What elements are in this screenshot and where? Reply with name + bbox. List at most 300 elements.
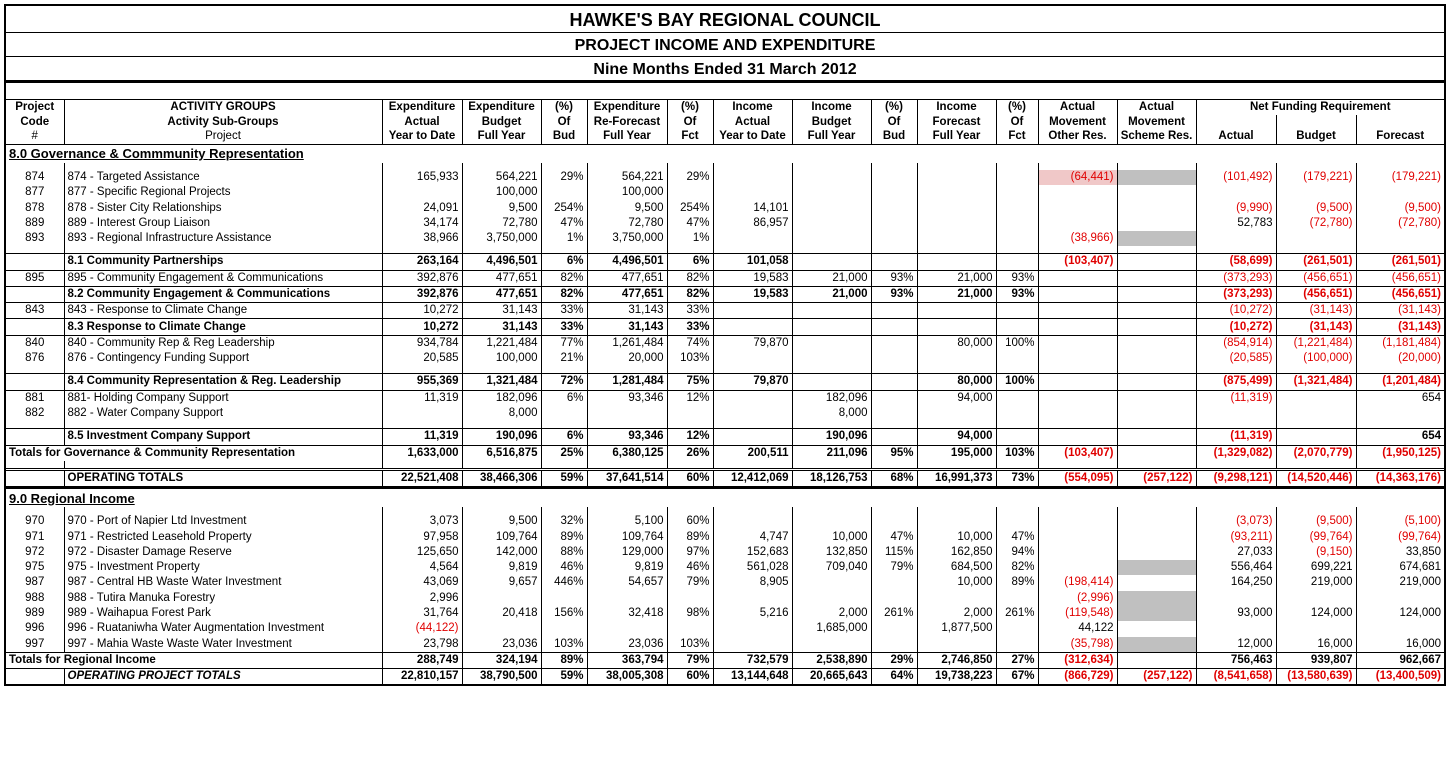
value-cell: 756,463 [1196, 652, 1276, 668]
value-cell: 2,000 [792, 606, 871, 621]
value-cell: 109,764 [462, 529, 541, 544]
project-code: 840 [25, 336, 45, 349]
value-cell [792, 575, 871, 590]
value-cell: (99,764) [1356, 529, 1444, 544]
value-cell: 2,996 [382, 591, 462, 606]
value-cell [1276, 429, 1356, 445]
project-code: 997 [25, 637, 45, 650]
header-cell: Expenditure [462, 100, 541, 115]
value-cell [382, 185, 462, 200]
value-cell: 100% [996, 335, 1038, 351]
data-table [6, 100, 1444, 684]
value-cell [1117, 231, 1196, 246]
project-code: 893 [25, 232, 45, 245]
value-cell [996, 319, 1038, 335]
subtotal-row [6, 286, 1444, 302]
value-cell [871, 621, 917, 636]
value-cell [871, 216, 917, 231]
value-cell [713, 591, 792, 606]
value-cell: 19,738,223 [917, 669, 996, 685]
value-cell: 93,346 [587, 429, 667, 445]
value-cell: 26% [667, 445, 713, 461]
value-cell: 25% [541, 445, 587, 461]
value-cell [996, 390, 1038, 406]
value-cell [1196, 406, 1276, 421]
value-cell [871, 231, 917, 246]
project-code: 881 [25, 391, 45, 404]
value-cell: 64% [871, 669, 917, 685]
value-cell [792, 231, 871, 246]
value-cell [792, 216, 871, 231]
value-cell [1038, 216, 1117, 231]
value-cell: 125,650 [382, 545, 462, 560]
value-cell: 152,683 [713, 545, 792, 560]
header-net-funding: Net Funding Requirement [1196, 100, 1444, 115]
header-cell: (%) [667, 100, 713, 115]
activity-name: 882 - Water Company Support [64, 406, 382, 421]
value-cell: 6,380,125 [587, 445, 667, 461]
value-cell: 73% [996, 469, 1038, 487]
value-cell: (13,580,639) [1276, 669, 1356, 685]
value-cell: 33% [667, 303, 713, 319]
value-cell: 89% [996, 575, 1038, 590]
value-cell: 33,850 [1356, 545, 1444, 560]
value-cell: 94,000 [917, 390, 996, 406]
value-cell [1117, 637, 1196, 653]
title-text: HAWKE'S BAY REGIONAL COUNCIL [569, 10, 881, 30]
header-cell: Of [871, 115, 917, 130]
project-code [6, 429, 64, 445]
value-cell [667, 591, 713, 606]
value-cell [792, 637, 871, 653]
value-cell: 20,000 [587, 351, 667, 366]
activity-name: 893 - Regional Infrastructure Assistance [64, 231, 382, 246]
value-cell: 93,346 [587, 390, 667, 406]
value-cell [792, 170, 871, 185]
subtitle-text: PROJECT INCOME AND EXPENDITURE [574, 37, 876, 54]
value-cell [996, 621, 1038, 636]
value-cell: (373,293) [1196, 286, 1276, 302]
value-cell [1038, 514, 1117, 529]
value-cell [1038, 429, 1117, 445]
value-cell: 654 [1356, 390, 1444, 406]
project-code: 874 [25, 170, 45, 183]
value-cell [1117, 514, 1196, 529]
activity-name: 843 - Response to Climate Change [64, 303, 382, 319]
value-cell: (11,319) [1196, 429, 1276, 445]
value-cell: 195,000 [917, 445, 996, 461]
value-cell: (2,996) [1038, 591, 1117, 606]
value-cell [871, 514, 917, 529]
value-cell: 11,319 [382, 390, 462, 406]
header-cell [1356, 115, 1444, 130]
value-cell [1038, 303, 1117, 319]
value-cell: 60% [667, 669, 713, 685]
value-cell: (103,407) [1038, 445, 1117, 461]
value-cell: 82% [667, 270, 713, 286]
header-cell: Expenditure [382, 100, 462, 115]
value-cell [917, 303, 996, 319]
total-row [6, 669, 1444, 685]
value-cell: 261% [996, 606, 1038, 621]
value-cell: (1,181,484) [1356, 335, 1444, 351]
value-cell [792, 351, 871, 366]
activity-name: 877 - Specific Regional Projects [64, 185, 382, 200]
report-subtitle [6, 33, 1444, 57]
value-cell: 11,319 [382, 429, 462, 445]
activity-name: 895 - Community Engagement & Communications [64, 270, 382, 286]
value-cell: (9,500) [1276, 200, 1356, 215]
value-cell: 934,784 [382, 335, 462, 351]
header-cell: Year to Date [713, 129, 792, 144]
section-title: 9.0 Regional Income [6, 488, 1444, 508]
value-cell: 162,850 [917, 545, 996, 560]
value-cell: 16,000 [1356, 637, 1444, 653]
value-cell: 16,000 [1276, 637, 1356, 653]
value-cell: 46% [667, 560, 713, 575]
header-cell: Activity Sub-Groups [64, 115, 382, 130]
value-cell [996, 254, 1038, 270]
value-cell [1117, 200, 1196, 215]
header-cell: (%) [541, 100, 587, 115]
value-cell: (3,073) [1196, 514, 1276, 529]
value-cell [1117, 286, 1196, 302]
value-cell [871, 319, 917, 335]
value-cell [713, 303, 792, 319]
value-cell: (1,221,484) [1276, 335, 1356, 351]
value-cell [713, 637, 792, 653]
value-cell [713, 390, 792, 406]
value-cell: 82% [541, 286, 587, 302]
value-cell: 38,966 [382, 231, 462, 246]
project-code: 882 [25, 407, 45, 420]
value-cell: 29% [541, 170, 587, 185]
value-cell [917, 319, 996, 335]
value-cell: (9,298,121) [1196, 469, 1276, 487]
value-cell: 477,651 [587, 270, 667, 286]
spreadsheet [4, 4, 1446, 686]
value-cell: 254% [541, 200, 587, 215]
value-cell: 363,794 [587, 652, 667, 668]
value-cell: 6% [667, 254, 713, 270]
value-cell: (93,211) [1196, 529, 1276, 544]
value-cell: 1,221,484 [462, 335, 541, 351]
value-cell: 27% [996, 652, 1038, 668]
value-cell: 3,750,000 [462, 231, 541, 246]
activity-name: 881- Holding Company Support [64, 390, 382, 406]
value-cell [1038, 185, 1117, 200]
value-cell: 1,261,484 [587, 335, 667, 351]
value-cell [1276, 621, 1356, 636]
value-cell [917, 514, 996, 529]
value-cell [1276, 591, 1356, 606]
value-cell: 9,657 [462, 575, 541, 590]
header-cell: Of [996, 115, 1038, 130]
value-cell: 477,651 [462, 270, 541, 286]
value-cell: 6% [541, 254, 587, 270]
value-cell: 8,905 [713, 575, 792, 590]
value-cell: 100,000 [587, 185, 667, 200]
value-cell: 14,101 [713, 200, 792, 215]
project-code: 988 [25, 591, 45, 604]
header-cell: Movement [1117, 115, 1196, 130]
project-code: 877 [25, 186, 45, 199]
value-cell: 31,143 [462, 319, 541, 335]
value-cell: 1,877,500 [917, 621, 996, 636]
value-cell: 654 [1356, 429, 1444, 445]
header-cell: Full Year [462, 129, 541, 144]
value-cell [541, 406, 587, 421]
table-row [6, 621, 1444, 636]
value-cell: 93% [871, 286, 917, 302]
header-cell: Forecast [917, 115, 996, 130]
value-cell: 79,870 [713, 374, 792, 390]
value-cell: 100,000 [462, 185, 541, 200]
table-row [6, 529, 1444, 544]
table-row [6, 231, 1444, 246]
table-row [6, 390, 1444, 406]
value-cell: 98% [667, 606, 713, 621]
value-cell: 79% [871, 560, 917, 575]
value-cell [1117, 560, 1196, 575]
value-cell: (312,634) [1038, 652, 1117, 668]
header-cell: (%) [996, 100, 1038, 115]
project-code [6, 254, 64, 270]
value-cell [1117, 185, 1196, 200]
value-cell: (10,272) [1196, 319, 1276, 335]
value-cell [917, 170, 996, 185]
value-cell [587, 406, 667, 421]
value-cell [996, 185, 1038, 200]
value-cell [792, 374, 871, 390]
value-cell: 33% [667, 319, 713, 335]
value-cell [1356, 231, 1444, 246]
value-cell: 446% [541, 575, 587, 590]
value-cell [792, 254, 871, 270]
value-cell: 100,000 [462, 351, 541, 366]
project-code: 895 [25, 271, 45, 284]
value-cell: 34,174 [382, 216, 462, 231]
value-cell [917, 231, 996, 246]
value-cell [541, 621, 587, 636]
header-cell: Of [667, 115, 713, 130]
value-cell: 124,000 [1356, 606, 1444, 621]
value-cell [871, 575, 917, 590]
value-cell [1356, 406, 1444, 421]
value-cell: 477,651 [587, 286, 667, 302]
value-cell: 2,000 [917, 606, 996, 621]
value-cell [1117, 406, 1196, 421]
value-cell: 82% [667, 286, 713, 302]
value-cell [1117, 575, 1196, 590]
activity-name: 988 - Tutira Manuka Forestry [64, 591, 382, 606]
table-row [6, 406, 1444, 421]
value-cell [917, 185, 996, 200]
value-cell [1117, 254, 1196, 270]
value-cell [1038, 319, 1117, 335]
table-row [6, 545, 1444, 560]
header-cell: Budget [792, 115, 871, 130]
value-cell: (257,122) [1117, 669, 1196, 685]
value-cell: 72,780 [462, 216, 541, 231]
value-cell [792, 303, 871, 319]
value-cell: 6% [541, 429, 587, 445]
activity-name: 8.5 Investment Company Support [64, 429, 382, 445]
value-cell: (261,501) [1276, 254, 1356, 270]
value-cell: (179,221) [1276, 170, 1356, 185]
value-cell: (20,000) [1356, 351, 1444, 366]
value-cell: (20,585) [1196, 351, 1276, 366]
subtotal-row [6, 374, 1444, 390]
value-cell [996, 303, 1038, 319]
value-cell [871, 637, 917, 653]
total-row [6, 445, 1444, 461]
value-cell: 9,500 [462, 200, 541, 215]
value-cell [1117, 429, 1196, 445]
value-cell: 21,000 [917, 270, 996, 286]
value-cell [1276, 231, 1356, 246]
total-row [6, 469, 1444, 487]
value-cell: 4,747 [713, 529, 792, 544]
value-cell [792, 335, 871, 351]
value-cell: 392,876 [382, 270, 462, 286]
value-cell [1276, 406, 1356, 421]
value-cell: 89% [667, 529, 713, 544]
value-cell: 67% [996, 669, 1038, 685]
value-cell [1196, 185, 1276, 200]
project-code: 972 [25, 545, 45, 558]
header-cell [1276, 115, 1356, 130]
value-cell: (10,272) [1196, 303, 1276, 319]
value-cell: 10,000 [917, 529, 996, 544]
value-cell: 4,496,501 [587, 254, 667, 270]
value-cell [1356, 621, 1444, 636]
period-text: Nine Months Ended 31 March 2012 [593, 61, 857, 78]
value-cell: 115% [871, 545, 917, 560]
value-cell [1038, 406, 1117, 421]
header-cell: (%) [871, 100, 917, 115]
value-cell: 132,850 [792, 545, 871, 560]
value-cell: 3,750,000 [587, 231, 667, 246]
project-code: 889 [25, 216, 45, 229]
value-cell: 23,036 [462, 637, 541, 653]
header-cell: Income [917, 100, 996, 115]
value-cell [917, 200, 996, 215]
value-cell: 59% [541, 469, 587, 487]
value-cell: 95% [871, 445, 917, 461]
value-cell: (9,990) [1196, 200, 1276, 215]
value-cell: (456,651) [1276, 270, 1356, 286]
value-cell: 564,221 [462, 170, 541, 185]
project-code: 987 [25, 576, 45, 589]
value-cell: 32,418 [587, 606, 667, 621]
header-cell: Expenditure [587, 100, 667, 115]
value-cell: (72,780) [1356, 216, 1444, 231]
value-cell: 9,819 [587, 560, 667, 575]
value-cell: 31,143 [587, 319, 667, 335]
value-cell: 12,000 [1196, 637, 1276, 653]
value-cell [1117, 445, 1196, 461]
value-cell: 22,521,408 [382, 469, 462, 487]
value-cell: (8,541,658) [1196, 669, 1276, 685]
value-cell: 19,583 [713, 270, 792, 286]
value-cell [382, 406, 462, 421]
value-cell: (11,319) [1196, 390, 1276, 406]
value-cell: 31,143 [462, 303, 541, 319]
table-row [6, 216, 1444, 231]
value-cell: 93% [871, 270, 917, 286]
value-cell [1117, 529, 1196, 544]
project-code: 970 [25, 515, 45, 528]
value-cell: 23,798 [382, 637, 462, 653]
value-cell [871, 200, 917, 215]
subtotal-row [6, 254, 1444, 270]
value-cell [713, 406, 792, 421]
value-cell: 6% [541, 390, 587, 406]
value-cell [1117, 390, 1196, 406]
header-cell: Actual [382, 115, 462, 130]
value-cell: 74% [667, 335, 713, 351]
value-cell: 101,058 [713, 254, 792, 270]
header-cell: Budget [1276, 129, 1356, 144]
value-cell: 12% [667, 390, 713, 406]
value-cell: 38,466,306 [462, 469, 541, 487]
value-cell: (9,150) [1276, 545, 1356, 560]
value-cell [996, 406, 1038, 421]
value-cell: 2,746,850 [917, 652, 996, 668]
value-cell: (31,143) [1356, 319, 1444, 335]
value-cell [871, 170, 917, 185]
value-cell: 684,500 [917, 560, 996, 575]
header-cell: ACTIVITY GROUPS [64, 100, 382, 115]
header-cell: Year to Date [382, 129, 462, 144]
value-cell: (456,651) [1276, 286, 1356, 302]
value-cell: 93,000 [1196, 606, 1276, 621]
value-cell: 47% [871, 529, 917, 544]
value-cell [871, 254, 917, 270]
header-row-2 [6, 115, 1444, 130]
header-cell: Budget [462, 115, 541, 130]
value-cell: 164,250 [1196, 575, 1276, 590]
value-cell: (1,329,082) [1196, 445, 1276, 461]
value-cell: 94,000 [917, 429, 996, 445]
activity-name: 8.1 Community Partnerships [64, 254, 382, 270]
value-cell [1117, 335, 1196, 351]
activity-name: 989 - Waihapua Forest Park [64, 606, 382, 621]
value-cell: 47% [996, 529, 1038, 544]
spacer-row [6, 507, 1444, 514]
value-cell: (64,441) [1038, 170, 1117, 185]
value-cell: 124,000 [1276, 606, 1356, 621]
value-cell: 20,418 [462, 606, 541, 621]
value-cell: 31,143 [587, 303, 667, 319]
value-cell: 16,991,373 [917, 469, 996, 487]
header-cell: Scheme Res. [1117, 129, 1196, 144]
value-cell: 103% [541, 637, 587, 653]
value-cell [792, 514, 871, 529]
value-cell: 19,583 [713, 286, 792, 302]
value-cell: (866,729) [1038, 669, 1117, 685]
value-cell [792, 185, 871, 200]
value-cell [1038, 560, 1117, 575]
value-cell: 100% [996, 374, 1038, 390]
value-cell [1196, 231, 1276, 246]
value-cell: 103% [996, 445, 1038, 461]
header-cell [1196, 115, 1276, 130]
header-cell: Income [713, 100, 792, 115]
header-cell: Movement [1038, 115, 1117, 130]
value-cell: 109,764 [587, 529, 667, 544]
